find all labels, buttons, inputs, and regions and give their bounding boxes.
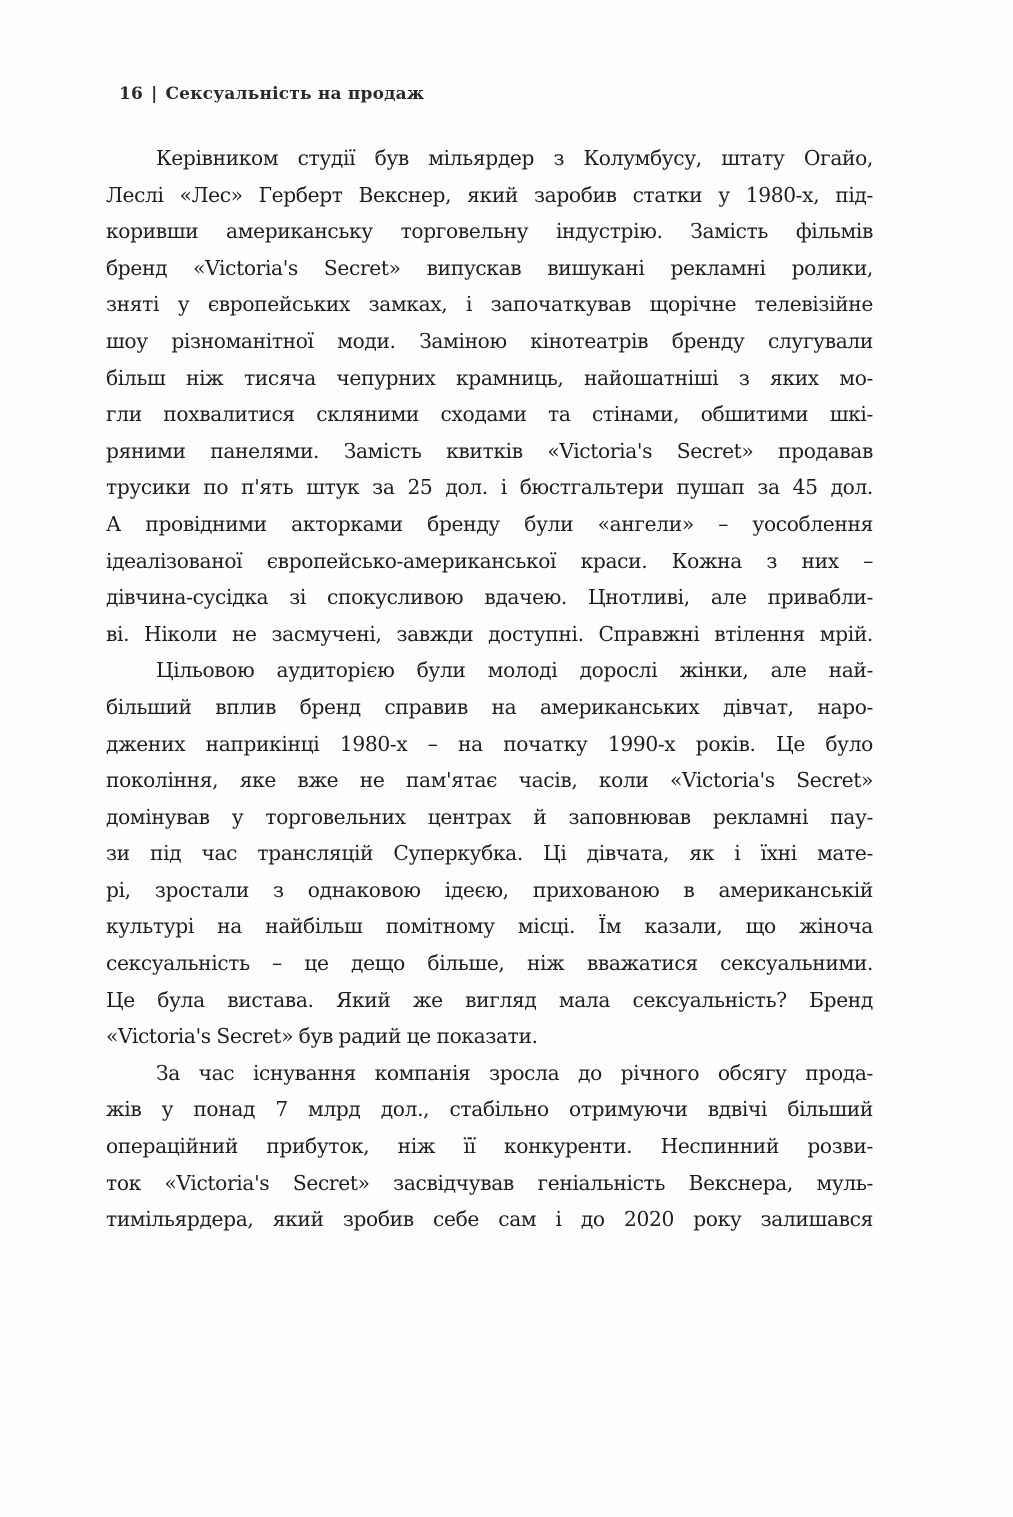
body-text	[106, 140, 873, 1238]
text-line: коривши американську торговельну індустрію. Замість фільмів	[106, 219, 873, 244]
text-line: більш ніж тисяча чепурних крамниць, найошатніші з яких мо-	[106, 365, 873, 390]
text-line: шоу різноманітної моди. Заміною кінотеатрів бренду слугували	[106, 328, 873, 353]
chapter-title: Сексуальність на продаж	[165, 84, 425, 104]
text-line: За час існування компанія зросла до річного обсягу прода-	[156, 1060, 873, 1085]
text-line: тимільярдера, який зробив себе сам і до 2020 року залишався	[106, 1207, 873, 1232]
text-line: Леслі «Лес» Герберт Векснер, який заробив статки у 1980-х, під-	[106, 182, 873, 207]
text-line: операційний прибуток, ніж її конкуренти. Неспинний розви-	[106, 1134, 873, 1159]
text-line: домінував у торговельних центрах й заповнював рекламні пау-	[106, 804, 873, 829]
text-line: бренд «Victoria's Secret» випускав вишукані рекламні ролики,	[106, 255, 873, 280]
text-line: ві. Ніколи не засмучені, завжди доступні. Справжні втілення мрій.	[106, 621, 873, 646]
text-line: покоління, яке вже не пам'ятає часів, коли «Victoria's Secret»	[106, 768, 873, 793]
text-line: зняті у європейських замках, і започаткував щорічне телевізійне	[106, 292, 873, 317]
text-line: ідеалізованої європейсько-американської краси. Кожна з них –	[106, 548, 873, 573]
paragraph-3	[106, 1055, 873, 1238]
text-line: дівчина-сусідка зі спокусливою вдачею. Цнотливі, але привабли-	[106, 585, 873, 610]
text-line: рі, зростали з однаковою ідеєю, прихованою в американській	[106, 877, 873, 902]
text-line: ряними панелями. Замість квитків «Victoria's Secret» продавав	[106, 438, 873, 463]
text-line: трусики по п'ять штук за 25 дол. і бюстгальтери пушап за 45 дол.	[106, 475, 873, 500]
paragraph-1	[106, 140, 873, 652]
text-line: джених наприкінці 1980-х – на початку 1990-х років. Це було	[106, 731, 873, 756]
header-separator: |	[151, 84, 158, 104]
text-line: «Victoria's Secret» був радий це показати.	[106, 1024, 538, 1049]
text-line: А провідними акторками бренду були «ангели» – уособлення	[106, 511, 873, 536]
page-number: 16	[119, 84, 144, 104]
text-line: Керівником студії був мільярдер з Колумбусу, штату Огайо,	[156, 146, 873, 170]
text-line: Цільовою аудиторією були молоді дорослі жінки, але най-	[156, 658, 873, 683]
running-header	[119, 84, 424, 104]
text-line: зи під час трансляцій Суперкубка. Ці дівчата, як і їхні мате-	[106, 841, 873, 866]
text-line: ток «Victoria's Secret» засвідчував геніальність Векснера, муль-	[106, 1170, 873, 1195]
text-line: гли похвалитися скляними сходами та стінами, обшитими шкі-	[106, 402, 873, 427]
text-line: Це була вистава. Який же вигляд мала сексуальність? Бренд	[106, 987, 873, 1012]
text-line: сексуальність – це дещо більше, ніж вважатися сексуальними.	[106, 951, 873, 976]
text-line: більший вплив бренд справив на американських дівчат, наро-	[106, 694, 873, 719]
text-line: культурі на найбільш помітному місці. Їм казали, що жіноча	[106, 914, 873, 939]
text-line: жів у понад 7 млрд дол., стабільно отримуючи вдвічі більший	[106, 1097, 873, 1122]
paragraph-2	[106, 652, 873, 1055]
